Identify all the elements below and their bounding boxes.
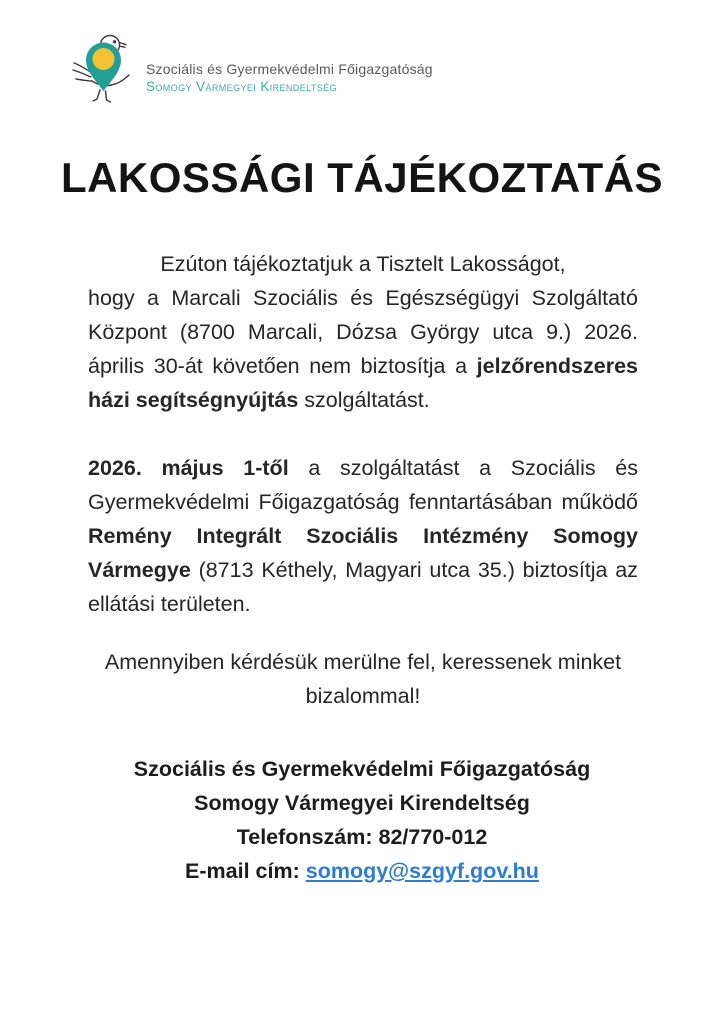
paragraph-line [88,645,638,679]
text-segment: házi segítségnyújtás [88,388,299,412]
email-link[interactable]: somogy@szgyf.gov.hu [305,859,539,883]
text-segment: (8713 Kéthely, Magyari utca 35.) biztosítja az [190,558,638,582]
org-branch: Somogy Vármegyei Kirendeltség [146,78,337,94]
paragraph-line [88,383,638,417]
text-segment: Szociális és Gyermekvédelmi Főigazgatóság [133,757,591,781]
footer-line [0,752,724,786]
paragraph-line [88,281,638,315]
text-segment: Központ (8700 Marcali, Dózsa György utca 9.) 2026. [88,320,638,344]
org-logo-text [146,47,433,94]
text-segment: jelzőrendszeres [476,354,638,378]
paragraph-line [88,587,638,621]
footer-line [0,820,724,854]
paragraph [88,451,638,621]
paragraph-line [88,519,638,553]
notice-body [88,247,638,713]
text-segment: a szolgáltatást a Szociális és [288,456,638,480]
text-segment: E-mail cím: [185,859,306,883]
paragraph [88,247,638,417]
paragraph-line [88,349,638,383]
text-segment: 2026. május 1-től [88,456,289,480]
text-segment: április 30-át követően nem biztosítja a [88,354,477,378]
paragraph-line [88,485,638,519]
text-segment: bizalommal! [305,684,421,708]
footer-line [0,786,724,820]
paragraph-line [88,679,638,713]
org-logo [72,33,433,107]
paragraph-line [88,553,638,587]
text-segment: hogy a Marcali Szociális és Egészségügyi Szolgáltató [88,286,638,310]
contact-footer [0,752,724,888]
paragraph-line [88,451,638,485]
paragraph [88,645,638,713]
paragraph-line [88,247,638,281]
text-segment: Telefonszám: 82/770-012 [236,825,488,849]
text-segment: szolgáltatást. [298,388,430,412]
text-segment: Remény Integrált Szociális Intézmény Somogy [88,524,638,548]
text-segment: ellátási területen. [88,592,251,616]
org-name: Szociális és Gyermekvédelmi Főigazgatóság [146,60,433,77]
paragraph-line [88,315,638,349]
text-segment: Amennyiben kérdésük merülne fel, keressenek minket [104,650,622,674]
text-segment: Somogy Vármegyei Kirendeltség [194,791,530,815]
bird-location-pin-icon [72,33,136,107]
footer-line [0,854,724,888]
text-segment: Ezúton tájékoztatjuk a Tisztelt Lakosságot, [160,252,566,276]
text-segment: Vármegye [88,558,191,582]
text-segment: Gyermekvédelmi Főigazgatóság fenntartásában működő [88,490,638,514]
page-title: LAKOSSÁGI TÁJÉKOZTATÁS [60,154,664,201]
